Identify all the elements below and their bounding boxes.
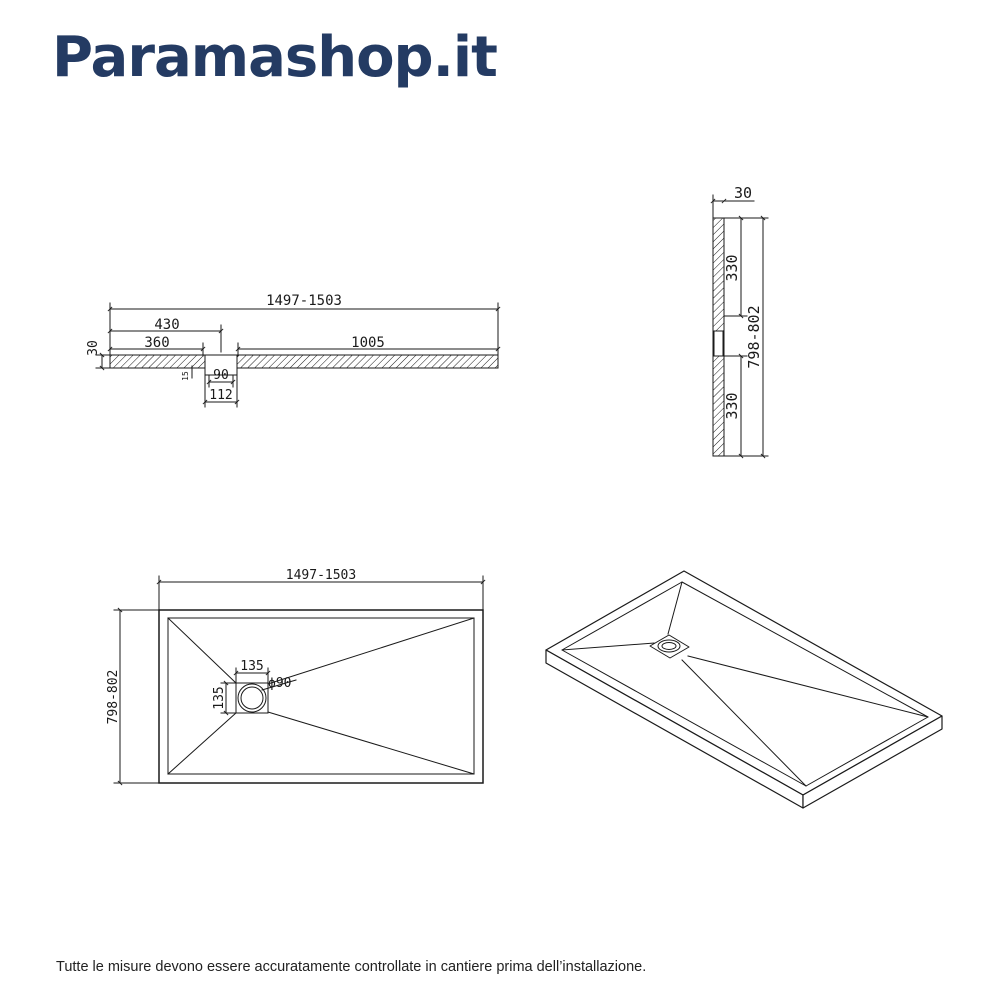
front-section-view	[86, 293, 498, 407]
top-plan-view	[106, 568, 483, 783]
side-upper-section-label: 330	[723, 254, 741, 282]
footer-disclaimer: Tutte le misure devono essere accuratamente controllate in cantiere prima dell’installazione.	[56, 959, 647, 975]
side-overall-width-label: 798-802	[745, 305, 763, 369]
side-thickness-label: 30	[733, 184, 753, 202]
front-drain-inner-label: 90	[213, 368, 229, 383]
drain-box-height-label: 135	[212, 686, 227, 710]
side-dimension-labels	[723, 184, 763, 420]
top-overall-length-label: 1497-1503	[285, 568, 357, 583]
top-overall-width-label: 798-802	[106, 669, 121, 725]
tray-outline	[159, 610, 483, 783]
brand-logo: Paramashop.it	[52, 25, 497, 90]
top-dimension-labels	[106, 568, 356, 724]
drain-box-width-label: 135	[240, 659, 264, 674]
isometric-view	[546, 571, 942, 808]
front-left-section-label: 360	[144, 335, 170, 351]
front-thickness-label: 30	[86, 340, 101, 356]
side-lower-section-label: 330	[723, 392, 741, 420]
tray-section-profile	[110, 350, 498, 375]
front-overall-length-label: 1497-1503	[266, 293, 342, 309]
drain-assembly	[236, 683, 268, 713]
drain-diameter-label: ϕ90	[268, 676, 292, 691]
top-dimension-lines	[114, 576, 483, 783]
front-drain-offset-label: 430	[154, 317, 180, 333]
front-right-section-label: 1005	[351, 335, 385, 351]
tray-iso-body	[546, 571, 942, 808]
front-drain-depth-label: 15	[181, 371, 190, 381]
front-drain-outer-label: 112	[209, 388, 233, 403]
side-section-view	[713, 184, 768, 456]
